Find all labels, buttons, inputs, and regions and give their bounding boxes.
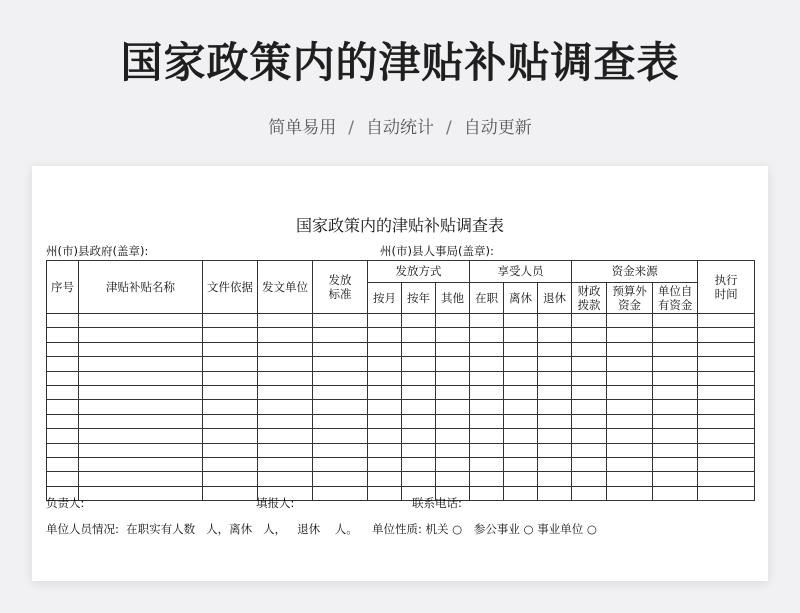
table-cell[interactable] [470, 328, 504, 342]
table-cell[interactable] [258, 457, 313, 471]
table-cell[interactable] [572, 443, 607, 457]
document-title: 国家政策内的津贴补贴调查表 [295, 216, 504, 235]
table-cell[interactable] [47, 385, 79, 399]
table-cell[interactable] [607, 385, 653, 399]
table-cell[interactable] [258, 357, 313, 371]
table-cell[interactable] [203, 429, 258, 443]
survey-table [46, 260, 755, 501]
table-cell[interactable] [79, 486, 203, 500]
table-row [47, 342, 755, 356]
table-cell[interactable] [698, 385, 755, 399]
table-cell[interactable] [436, 400, 470, 414]
table-cell[interactable] [470, 472, 504, 486]
table-cell[interactable] [698, 371, 755, 385]
table-cell[interactable] [436, 328, 470, 342]
table-cell[interactable] [653, 429, 698, 443]
table-cell[interactable] [313, 385, 368, 399]
table-cell[interactable] [538, 371, 572, 385]
table-cell[interactable] [47, 414, 79, 428]
table-cell[interactable] [79, 342, 203, 356]
table-row [47, 314, 755, 328]
responsible-label: 负责人: [46, 496, 85, 510]
table-cell[interactable] [47, 371, 79, 385]
table-cell[interactable] [402, 328, 436, 342]
table-cell[interactable] [436, 342, 470, 356]
table-cell[interactable] [258, 443, 313, 457]
table-cell[interactable] [653, 400, 698, 414]
table-cell[interactable] [698, 357, 755, 371]
personnel-bureau-seal-label: 州(市)县人事局(盖章): [380, 244, 494, 258]
table-cell[interactable] [368, 472, 402, 486]
table-cell[interactable] [368, 486, 402, 500]
table-cell[interactable] [402, 385, 436, 399]
table-cell[interactable] [79, 400, 203, 414]
table-cell[interactable] [572, 429, 607, 443]
table-cell[interactable] [402, 342, 436, 356]
table-cell[interactable] [504, 472, 538, 486]
table-cell[interactable] [79, 429, 203, 443]
table-cell[interactable] [203, 443, 258, 457]
table-cell[interactable] [698, 429, 755, 443]
table-cell[interactable] [436, 371, 470, 385]
table-row [47, 429, 755, 443]
table-cell[interactable] [258, 400, 313, 414]
col-recipients: 享受人员 [470, 261, 572, 283]
table-cell[interactable] [572, 457, 607, 471]
table-cell[interactable] [79, 328, 203, 342]
table-cell[interactable] [203, 457, 258, 471]
table-cell[interactable] [79, 443, 203, 457]
table-cell[interactable] [470, 314, 504, 328]
table-cell[interactable] [79, 314, 203, 328]
table-cell[interactable] [572, 328, 607, 342]
table-cell[interactable] [538, 472, 572, 486]
col-recipients-retired: 退休 [538, 283, 572, 314]
table-cell[interactable] [504, 357, 538, 371]
col-document-basis: 文件依据 [203, 261, 258, 314]
table-cell[interactable] [436, 414, 470, 428]
subtitle-item: 自动统计 [366, 118, 434, 138]
table-cell[interactable] [653, 443, 698, 457]
table-cell[interactable] [436, 443, 470, 457]
col-fund-source: 资金来源 [572, 261, 698, 283]
table-cell[interactable] [79, 472, 203, 486]
col-method-monthly: 按月 [368, 283, 402, 314]
table-cell[interactable] [470, 429, 504, 443]
table-cell[interactable] [653, 371, 698, 385]
table-cell[interactable] [47, 342, 79, 356]
col-method-other: 其他 [436, 283, 470, 314]
table-cell[interactable] [402, 371, 436, 385]
table-cell[interactable] [504, 400, 538, 414]
table-cell[interactable] [313, 472, 368, 486]
table-cell[interactable] [203, 385, 258, 399]
table-cell[interactable] [368, 400, 402, 414]
table-cell[interactable] [258, 472, 313, 486]
table-cell[interactable] [698, 414, 755, 428]
government-seal-label: 州(市)县政府(盖章): [46, 244, 149, 258]
table-cell[interactable] [436, 472, 470, 486]
table-cell[interactable] [436, 314, 470, 328]
table-cell[interactable] [607, 371, 653, 385]
table-cell[interactable] [470, 357, 504, 371]
table-cell[interactable] [368, 443, 402, 457]
table-cell[interactable] [436, 457, 470, 471]
subtitle-item: 自动更新 [463, 118, 532, 138]
table-cell[interactable] [313, 371, 368, 385]
table-cell[interactable] [572, 385, 607, 399]
table-cell[interactable] [79, 385, 203, 399]
table-cell[interactable] [47, 429, 79, 443]
col-method-yearly: 按年 [402, 283, 436, 314]
col-fund-self: 单位自 有资金 [653, 283, 698, 314]
table-cell[interactable] [368, 429, 402, 443]
table-cell[interactable] [402, 443, 436, 457]
table-cell[interactable] [607, 414, 653, 428]
table-cell[interactable] [402, 400, 436, 414]
table-cell[interactable] [436, 429, 470, 443]
col-recipients-active: 在职 [470, 283, 504, 314]
table-cell[interactable] [653, 486, 698, 500]
table-cell[interactable] [698, 486, 755, 500]
table-cell[interactable] [203, 328, 258, 342]
table-cell[interactable] [572, 414, 607, 428]
table-cell[interactable] [538, 414, 572, 428]
table-row [47, 400, 755, 414]
table-cell[interactable] [538, 429, 572, 443]
table-cell[interactable] [607, 357, 653, 371]
table-cell[interactable] [313, 486, 368, 500]
table-cell[interactable] [470, 486, 504, 500]
table-cell[interactable] [313, 457, 368, 471]
subtitle-separator: / [348, 118, 354, 138]
table-cell[interactable] [47, 443, 79, 457]
table-cell[interactable] [504, 314, 538, 328]
table-cell[interactable] [258, 385, 313, 399]
table-cell[interactable] [47, 472, 79, 486]
table-cell[interactable] [368, 328, 402, 342]
table-cell[interactable] [653, 472, 698, 486]
table-cell[interactable] [203, 486, 258, 500]
unit-nature-option[interactable]: 机关 ○ [425, 522, 463, 536]
table-cell[interactable] [470, 371, 504, 385]
col-exec-time: 执行 时间 [698, 261, 755, 314]
table-cell[interactable] [470, 414, 504, 428]
table-cell[interactable] [698, 443, 755, 457]
table-cell[interactable] [504, 328, 538, 342]
table-cell[interactable] [470, 385, 504, 399]
table-cell[interactable] [653, 328, 698, 342]
table-cell[interactable] [313, 429, 368, 443]
table-cell[interactable] [698, 328, 755, 342]
table-row [47, 371, 755, 385]
unit-nature-label: 单位性质: [372, 522, 422, 536]
table-cell[interactable] [607, 457, 653, 471]
table-cell[interactable] [572, 486, 607, 500]
table-cell[interactable] [258, 429, 313, 443]
table-cell[interactable] [538, 328, 572, 342]
table-cell[interactable] [607, 429, 653, 443]
table-cell[interactable] [572, 400, 607, 414]
table-cell[interactable] [470, 443, 504, 457]
table-cell[interactable] [653, 357, 698, 371]
table-row [47, 472, 755, 486]
table-cell[interactable] [572, 371, 607, 385]
table-cell[interactable] [203, 357, 258, 371]
table-cell[interactable] [436, 357, 470, 371]
table-row [47, 385, 755, 399]
table-cell[interactable] [538, 357, 572, 371]
table-cell[interactable] [572, 314, 607, 328]
table-cell[interactable] [572, 472, 607, 486]
table-cell[interactable] [698, 457, 755, 471]
col-seq: 序号 [47, 261, 79, 314]
table-cell[interactable] [258, 314, 313, 328]
table-cell[interactable] [698, 314, 755, 328]
table-cell[interactable] [402, 414, 436, 428]
table-cell[interactable] [313, 357, 368, 371]
unit-nature-option[interactable]: 事业单位 ○ [537, 522, 597, 536]
table-cell[interactable] [504, 457, 538, 471]
table-cell[interactable] [402, 357, 436, 371]
table-cell[interactable] [368, 457, 402, 471]
table-cell[interactable] [203, 472, 258, 486]
col-issuing-unit: 发文单位 [258, 261, 313, 314]
page-title: 国家政策内的津贴补贴调查表 [120, 38, 680, 87]
staff-summary: 单位人员情况: 在职实有人数 人，离休 人， 退休 人。 [46, 522, 358, 536]
col-fund-extra-budget: 预算外 资金 [607, 283, 653, 314]
table-cell[interactable] [607, 443, 653, 457]
table-cell[interactable] [313, 400, 368, 414]
unit-nature [372, 521, 597, 537]
table-cell[interactable] [47, 328, 79, 342]
table-cell[interactable] [313, 342, 368, 356]
table-cell[interactable] [402, 457, 436, 471]
table-row [47, 486, 755, 500]
unit-nature-option[interactable]: 参公事业 ○ [473, 522, 534, 536]
table-cell[interactable] [402, 429, 436, 443]
table-cell[interactable] [538, 385, 572, 399]
table-cell[interactable] [79, 457, 203, 471]
table-cell[interactable] [504, 429, 538, 443]
table-cell[interactable] [368, 371, 402, 385]
table-cell[interactable] [653, 342, 698, 356]
table-row [47, 443, 755, 457]
table-cell[interactable] [368, 342, 402, 356]
table-cell[interactable] [258, 328, 313, 342]
col-method: 发放方式 [368, 261, 470, 283]
table-cell[interactable] [47, 457, 79, 471]
table-row [47, 414, 755, 428]
table-cell[interactable] [607, 400, 653, 414]
table-cell[interactable] [653, 385, 698, 399]
subtitle-item: 简单易用 [268, 118, 337, 138]
table-cell[interactable] [698, 472, 755, 486]
table-cell[interactable] [607, 472, 653, 486]
table-cell[interactable] [470, 400, 504, 414]
table-cell[interactable] [203, 371, 258, 385]
table-cell[interactable] [504, 486, 538, 500]
table-cell[interactable] [607, 314, 653, 328]
table-cell[interactable] [653, 414, 698, 428]
table-cell[interactable] [47, 314, 79, 328]
phone-label: 联系电话: [412, 496, 462, 510]
table-cell[interactable] [258, 371, 313, 385]
table-cell[interactable] [368, 357, 402, 371]
table-cell[interactable] [47, 357, 79, 371]
col-fund-fiscal: 财政 拨款 [572, 283, 607, 314]
table-cell[interactable] [313, 414, 368, 428]
table-cell[interactable] [538, 314, 572, 328]
table-cell[interactable] [79, 371, 203, 385]
table-cell[interactable] [538, 400, 572, 414]
table-cell[interactable] [368, 385, 402, 399]
table-cell[interactable] [368, 414, 402, 428]
document-sheet [32, 166, 768, 581]
table-cell[interactable] [203, 314, 258, 328]
table-row [47, 328, 755, 342]
col-standard: 发放 标准 [313, 261, 368, 314]
table-cell[interactable] [79, 414, 203, 428]
table-row [47, 457, 755, 471]
table-cell[interactable] [402, 314, 436, 328]
table-cell[interactable] [698, 342, 755, 356]
table-cell[interactable] [504, 443, 538, 457]
table-cell[interactable] [313, 314, 368, 328]
col-allowance-name: 津贴补贴名称 [79, 261, 203, 314]
table-cell[interactable] [402, 472, 436, 486]
table-cell[interactable] [698, 400, 755, 414]
table-cell[interactable] [538, 342, 572, 356]
table-cell[interactable] [203, 342, 258, 356]
table-cell[interactable] [203, 400, 258, 414]
table-cell[interactable] [607, 328, 653, 342]
table-cell[interactable] [203, 414, 258, 428]
table-cell[interactable] [607, 342, 653, 356]
table-cell[interactable] [538, 486, 572, 500]
table-cell[interactable] [470, 457, 504, 471]
table-cell[interactable] [313, 443, 368, 457]
table-cell[interactable] [653, 457, 698, 471]
table-cell[interactable] [470, 342, 504, 356]
col-recipients-retired-cadre: 离休 [504, 283, 538, 314]
page-subtitle [0, 113, 800, 138]
table-cell[interactable] [504, 414, 538, 428]
subtitle-separator: / [446, 118, 452, 138]
table-row [47, 357, 755, 371]
table-cell[interactable] [79, 357, 203, 371]
table-cell[interactable] [47, 400, 79, 414]
table-cell[interactable] [368, 314, 402, 328]
table-cell[interactable] [538, 457, 572, 471]
table-cell[interactable] [258, 342, 313, 356]
filler-label: 填报人: [256, 496, 295, 510]
table-cell[interactable] [258, 414, 313, 428]
table-cell[interactable] [504, 371, 538, 385]
table-cell[interactable] [504, 385, 538, 399]
table-cell[interactable] [572, 342, 607, 356]
table-cell[interactable] [607, 486, 653, 500]
table-cell[interactable] [313, 328, 368, 342]
table-cell[interactable] [436, 385, 470, 399]
table-cell[interactable] [504, 342, 538, 356]
table-cell[interactable] [538, 443, 572, 457]
table-cell[interactable] [572, 357, 607, 371]
table-cell[interactable] [653, 314, 698, 328]
